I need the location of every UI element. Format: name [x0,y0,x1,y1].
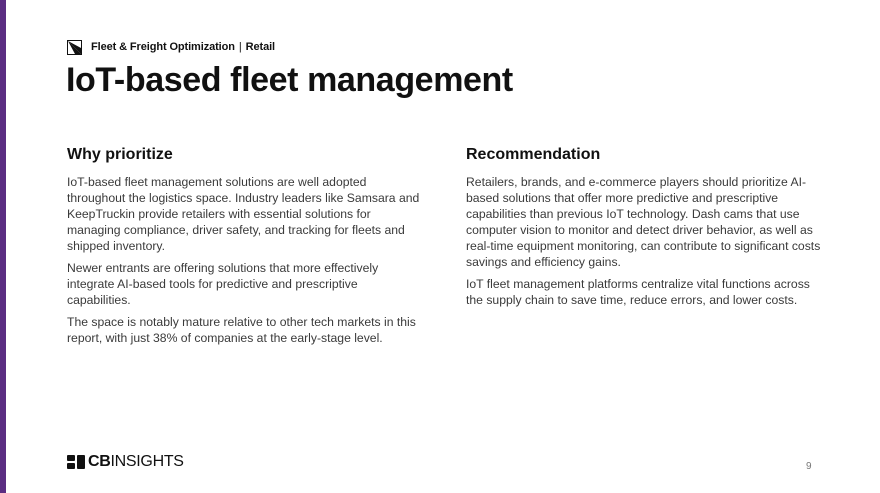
section-header [67,38,275,56]
recommendation-heading: Recommendation [466,146,601,163]
paragraph: Retailers, brands, and e-commerce players should prioritize AI-based solutions that offer more predictive and prescriptive capabilities than previous IoT technology. Dash cams that use computer vision to monitor and detect driver behavior, as well as real-time equipment monitoring, can contribute to significant costs savings and efficiency gains. [466,175,821,269]
breadcrumb [91,41,275,53]
logo-text-cb: CB [88,453,111,470]
breadcrumb-segment: Retail [245,41,275,53]
cb-insights-logo [67,454,184,470]
cb-logo-icon [67,455,85,469]
breadcrumb-separator: | [238,41,242,53]
page-title: IoT-based fleet management [66,61,513,99]
paragraph: IoT fleet management platforms centralize vital functions across the supply chain to save time, reduce errors, and lower costs. [466,277,810,307]
why-prioritize-heading: Why prioritize [67,146,173,163]
logo-text-insights: INSIGHTS [110,453,184,470]
paragraph: The space is notably mature relative to other tech markets in this report, with just 38% of companies at the early-stage level. [67,315,416,345]
paragraph: Newer entrants are offering solutions that more effectively integrate AI-based tools for predictive and prescriptive capabilities. [67,261,379,307]
why-prioritize-section [67,145,422,352]
report-icon [67,40,82,55]
page-number: 9 [806,461,812,472]
accent-bar [0,0,6,493]
breadcrumb-category: Fleet & Freight Optimization [91,41,235,53]
paragraph: IoT-based fleet management solutions are well adopted throughout the logistics space. Industry leaders like Samsara and KeepTruckin provide retailers with essential solutions for managing compliance, driver safety, and tracking for fleets and shipped inventory. [67,175,420,253]
recommendation-section [466,145,821,314]
